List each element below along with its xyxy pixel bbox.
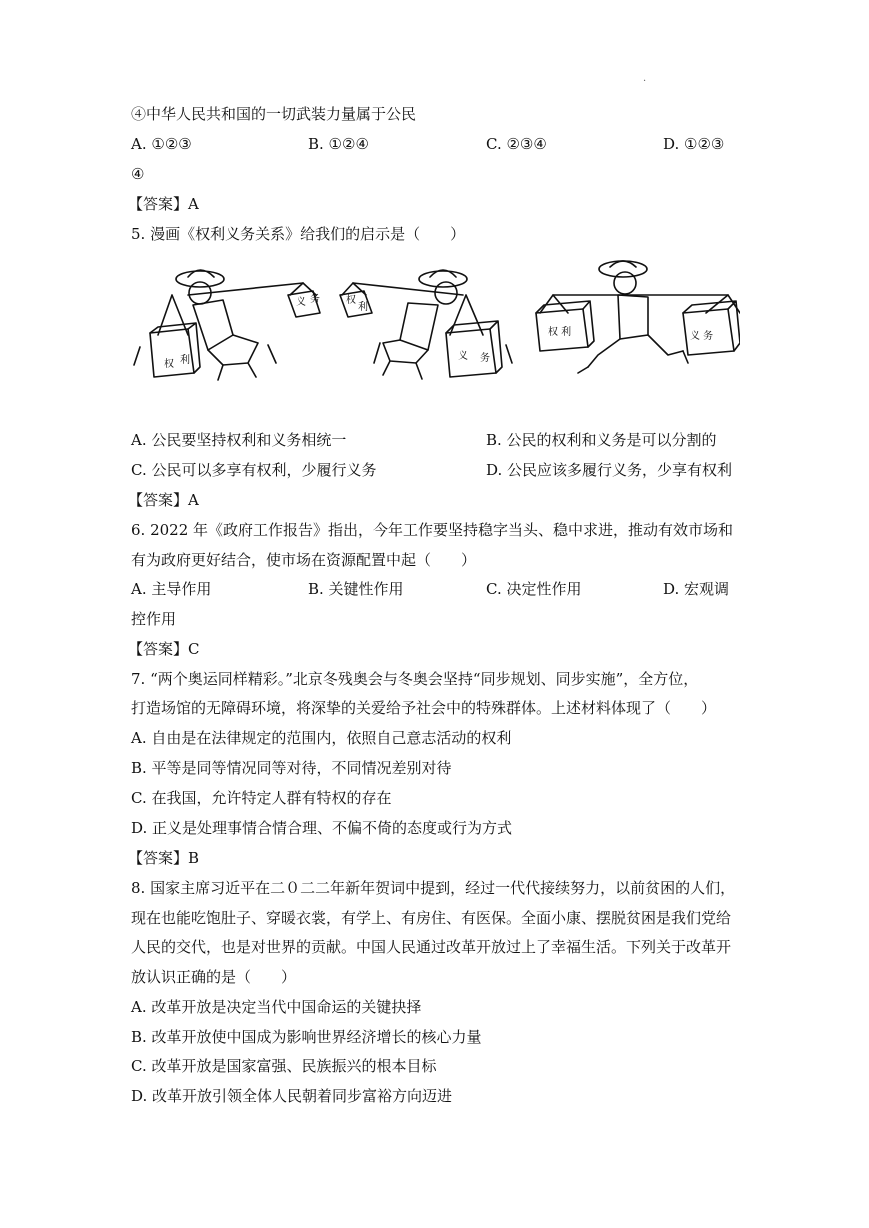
p1-right-char-1: 权: [164, 359, 174, 370]
q8-option-b: B. 改革开放使中国成为影响世界经济增长的核心力量: [131, 1028, 482, 1046]
q4-option-b: B. ①②④: [308, 135, 369, 153]
p1-duty-char-2: 务: [310, 294, 320, 305]
q8-stem-line-4: 放认识正确的是（ ）: [131, 968, 297, 986]
q4-stem-continuation: ④中华人民共和国的一切武装力量属于公民: [131, 105, 417, 123]
q5-option-c: C. 公民可以多享有权利，少履行义务: [131, 461, 377, 479]
q8-option-d: D. 改革开放引领全体人民朝着同步富裕方向迈进: [131, 1087, 453, 1105]
p1-right-char-2: 利: [180, 355, 190, 366]
q8-option-a: A. 改革开放是决定当代中国命运的关键抉择: [131, 998, 422, 1016]
q6-option-a: A. 主导作用: [131, 580, 212, 598]
q6-answer: 【答案】C: [128, 640, 200, 658]
comic-panel-1: [134, 270, 320, 380]
p1-duty-char-1: 义: [296, 297, 306, 308]
p3-right-label: 权 利: [548, 327, 572, 338]
q6-option-c: C. 决定性作用: [486, 580, 582, 598]
q6-stem-line-2: 有为政府更好结合，使市场在资源配置中起（ ）: [131, 551, 477, 569]
q5-option-b: B. 公民的权利和义务是可以分割的: [486, 431, 717, 449]
q6-stem-line-1: 6. 2022 年《政府工作报告》指出，今年工作要坚持稳字当头、稳中求进，推动有效市场和: [131, 521, 734, 539]
q5-answer: 【答案】A: [128, 491, 199, 509]
p2-right-char-2: 利: [358, 302, 368, 313]
q6-option-d: D. 宏观调: [663, 580, 730, 598]
q4-answer: 【答案】A: [128, 195, 199, 213]
p3-duty-label: 义 务: [690, 331, 714, 342]
rights-duties-comic: [128, 255, 740, 390]
q4-option-a: A. ①②③: [131, 135, 192, 153]
q6-option-d-wrap: 控作用: [131, 610, 177, 628]
q5-option-d: D. 公民应该多履行义务，少享有权利: [486, 461, 733, 479]
q7-option-c: C. 在我国，允许特定人群有特权的存在: [131, 789, 392, 807]
q4-option-c: C. ②③④: [486, 135, 547, 153]
q5-stem: 5. 漫画《权利义务关系》给我们的启示是（ ）: [131, 225, 466, 243]
q8-option-c: C. 改革开放是国家富强、民族振兴的根本目标: [131, 1057, 437, 1075]
q8-stem-line-2: 现在也能吃饱肚子、穿暖衣裳，有学上、有房住、有医保。全面小康、摆脱贫困是我们党给: [131, 909, 732, 927]
q7-option-a: A. 自由是在法律规定的范围内，依照自己意志活动的权利: [131, 729, 512, 747]
comic-panel-3: [536, 261, 740, 373]
q6-option-b: B. 关键性作用: [308, 580, 404, 598]
q7-option-b: B. 平等是同等情况同等对待，不同情况差别对待: [131, 759, 452, 777]
q5-option-a: A. 公民要坚持权利和义务相统一: [131, 431, 347, 449]
q7-stem-line-1: 7. “两个奥运同样精彩。”北京冬残奥会与冬奥会坚持“同步规划、同步实施”，全方位，: [131, 670, 699, 688]
q7-option-d: D. 正义是处理事情合情合理、不偏不倚的态度或行为方式: [131, 819, 513, 837]
q4-option-d: D. ①②③: [663, 135, 725, 153]
p2-duty-char-1: 义: [458, 351, 468, 362]
page-dot: ·: [643, 76, 647, 87]
q4-option-d-wrap: ④: [131, 165, 145, 183]
p2-duty-char-2: 务: [480, 353, 490, 364]
q7-stem-line-2: 打造场馆的无障碍环境，将深挚的关爱给予社会中的特殊群体。上述材料体现了（ ）: [131, 699, 717, 717]
q8-stem-line-3: 人民的交代，也是对世界的贡献。中国人民通过改革开放过上了幸福生活。下列关于改革开: [131, 938, 732, 956]
q8-stem-line-1: 8. 国家主席习近平在二０二二年新年贺词中提到，经过一代代接续努力，以前贫困的人们，: [131, 879, 736, 897]
p2-right-char-1: 权: [346, 295, 356, 306]
q7-answer: 【答案】B: [128, 849, 200, 867]
